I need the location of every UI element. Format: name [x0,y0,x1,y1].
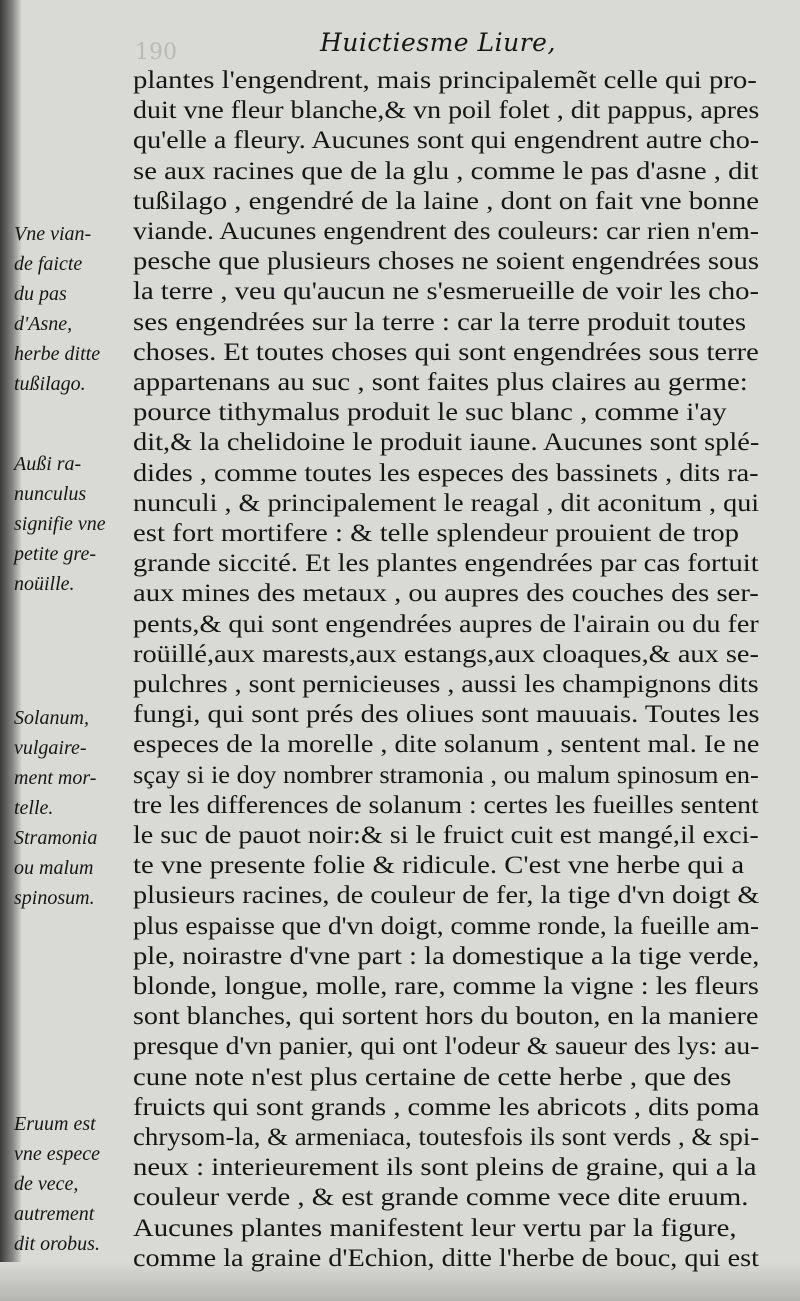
margin-note-line: ou malum [14,857,94,879]
text-line: se aux racines que de la glu , comme le pas d'asne , dit [133,157,759,185]
text-line: pource tithymalus produit le suc blanc , comme i'ay [133,399,727,427]
text-line: nunculi , & principalement le reagal , dit aconitum , qui [133,489,760,517]
text-line: te vne presente folie & ridicule. C'est vne herbe qui a [133,852,745,880]
text-line: presque d'vn panier, qui ont l'odeur & saueur des lys: au- [133,1033,760,1061]
text-line: plus espaisse que d'vn doigt, comme ronde, la fueille am- [133,912,760,940]
text-line: appartenans au suc , sont faites plus claires au germe: [133,369,748,396]
text-line: choses. Et toutes choses qui sont engendrées sous terre [133,338,759,366]
text-line: la terre , veu qu'aucun ne s'esmerueille de voir les cho- [133,278,759,306]
margin-note-line: signifie vne [14,513,106,535]
margin-note-line: de faicte [14,253,83,275]
text-line: Aucunes plantes manifestent leur vertu par la figure, [133,1214,737,1242]
text-line: chrysom-la, & armeniaca, toutesfois ils sont verds , & spi- [133,1124,760,1151]
text-line: comme la graine d'Echion, ditte l'herbe de bouc, qui est [133,1244,759,1272]
margin-notes [14,0,139,1301]
margin-note-line: Eruum est [14,1113,96,1135]
text-line: est fort mortifere : & telle splendeur prouient de trop [133,520,739,547]
margin-note-line: de vece, [14,1173,79,1195]
margin-note-line: nunculus [14,483,87,505]
text-line: ple, noirastre d'vne part : la domestique a la tige verde, [133,942,760,970]
margin-note-line: Solanum, [14,707,89,729]
page-number: 190 [135,40,177,65]
text-line: cune note n'est plus certaine de cette herbe , que des [133,1063,732,1091]
margin-note-line: vne espece [14,1143,101,1165]
margin-note-line: telle. [14,797,54,819]
margin-note-line: vulgaire- [14,737,87,759]
margin-note-line: ment mor- [14,767,97,789]
margin-note-line: noüille. [14,573,75,595]
text-line: dit,& la chelidoine le produit iaune. Aucunes sont splé- [133,429,760,457]
margin-note-line: petite gre- [14,543,97,565]
text-line: fungi, qui sont prés des oliues sont mauuais. Toutes les [133,701,760,729]
text-line: fruicts qui sont grands , comme les abricots , dits poma [133,1093,760,1121]
text-line: plantes l'engendrent, mais principalemẽt celle qui pro- [133,67,757,94]
margin-note-line: spinosum. [14,887,95,909]
margin-note-line: du pas [14,283,67,305]
text-line: especes de la morelle , dite solanum , sentent mal. Ie ne [133,731,760,759]
margin-note-line: dit orobus. [14,1233,100,1255]
text-line: plusieurs racines, de couleur de fer, la tige d'vn doigt & [133,882,760,910]
margin-note-line: d'Asne, [14,313,73,335]
text-line: viande. Aucunes engendrent des couleurs: car rien n'em- [133,218,760,245]
text-line: dides , comme toutes les especes des bassinets , dits ra- [133,459,759,487]
running-title: Huictiesme Liure, [320,28,556,57]
margin-note-line: herbe ditte [14,343,101,365]
margin-note-line: Außi ra- [14,453,82,475]
text-line: qu'elle a fleury. Aucunes sont qui engendrent autre cho- [133,127,760,155]
margin-note-line: tußilago. [14,373,86,395]
text-line: duit vne fleur blanche,& vn poil folet , dit pappus, apres [133,97,760,125]
text-line: blonde, longue, molle, rare, comme la vigne : les fleurs [133,973,759,1000]
text-line: tre les differences de solanum : certes les fueilles sentent [133,791,759,819]
text-line: tußilago , engendré de la laine , dont on fait vne bonne [133,187,759,215]
text-line: sont blanches, qui sortent hors du bouton, en la maniere [133,1003,759,1031]
text-line: neux : interieurement ils sont pleins de graine, qui a la [133,1154,757,1182]
margin-note-line: Vne vian- [14,223,92,245]
text-line: aux mines des metaux , ou aupres des couches des ser- [133,580,759,608]
text-line: grande siccité. Et les plantes engendrées par cas fortuit [133,550,759,578]
text-line: le suc de pauot noir:& si le fruict cuit est mangé,il exci- [133,822,759,849]
text-line: ses engendrées sur la terre : car la terre produit toutes [133,308,747,336]
margin-note-line: Stramonia [14,827,98,849]
text-line: pents,& qui sont engendrées aupres de l'airain ou du fer [133,610,759,638]
text-line: couleur verde , & est grande comme vece dite eruum. [133,1184,749,1212]
text-line: pulchres , sont pernicieuses , aussi les champignons dits [133,671,759,698]
margin-note-line: autrement [14,1203,95,1225]
text-line: roüillé,aux marests,aux estangs,aux cloaques,& aux se- [133,640,759,668]
text-line: pesche que plusieurs choses ne soient engendrées sous [133,248,759,276]
text-line: sçay si ie doy nombrer stramonia , ou malum spinosum en- [133,761,759,789]
